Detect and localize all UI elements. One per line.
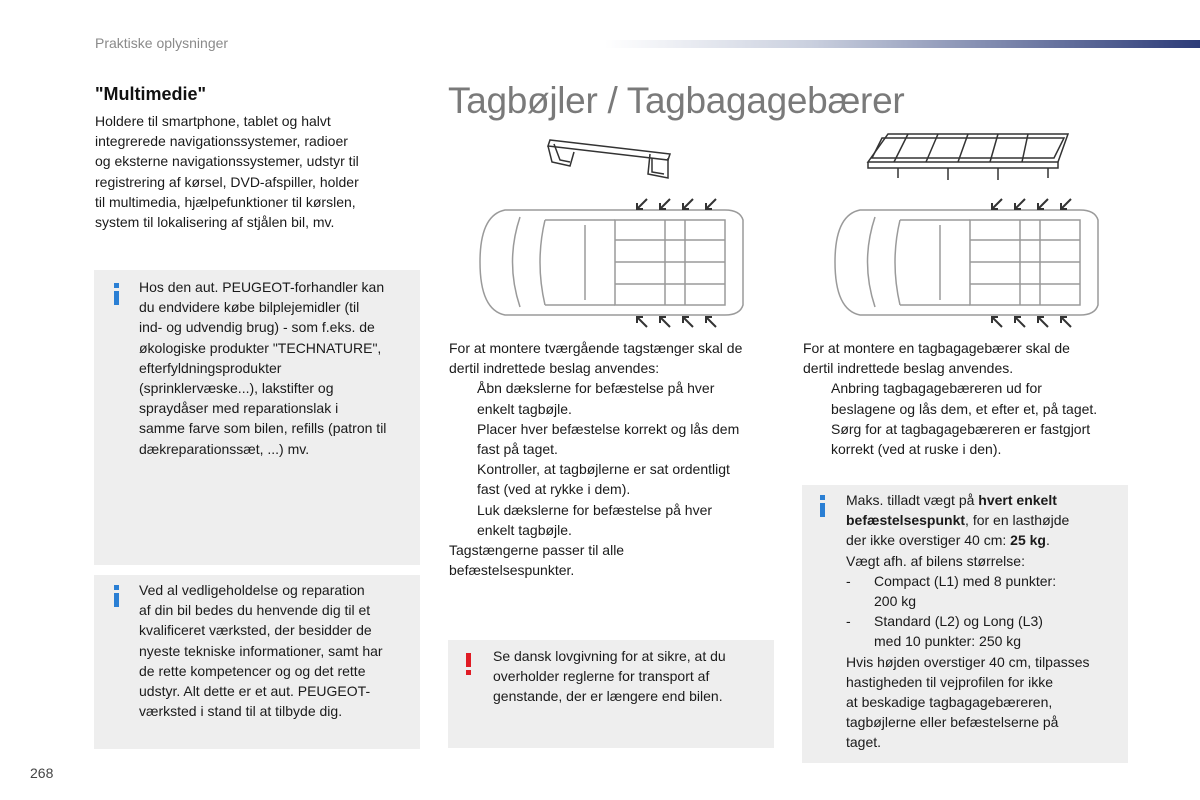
info-box-text — [139, 580, 419, 721]
van-top-view-roof-rack — [830, 195, 1130, 330]
info-box-maintenance — [94, 575, 420, 749]
text-line: efterfyldningsprodukter — [139, 359, 282, 376]
text-line: enkelt tagbøjle. — [477, 400, 572, 417]
text-line: Tagstængerne passer til alle — [449, 542, 625, 559]
text-line: ind- og udvendig brug) - som f.eks. de — [139, 319, 375, 336]
text-line: (sprinklervæske...), lakstifter og — [139, 380, 334, 397]
dash-marker: - — [846, 572, 851, 589]
list-item — [803, 419, 1143, 459]
text-line — [846, 510, 1126, 530]
text-line: Holdere til smartphone, tablet og halvt — [95, 113, 331, 129]
text-line: hastigheden til vejprofilen for ikke — [846, 673, 1054, 690]
text-line: enkelt tagbøjle. — [477, 521, 572, 538]
warning-box-text — [493, 646, 768, 707]
roof-rack-illustration — [858, 128, 1080, 190]
page-title: Tagbøjler / Tagbagagebærer — [448, 80, 905, 121]
text-line: til multimedia, hjælpefunktioner til kørslen, — [95, 193, 356, 210]
weight-list — [846, 571, 1126, 652]
roof-bars-steps — [449, 378, 779, 540]
roof-rack-steps — [803, 378, 1143, 459]
text-span: Maks. tilladt vægt på — [846, 492, 979, 508]
section-heading-multimedie: "Multimedie" — [95, 84, 207, 104]
text-bold: befæstelsespunkt — [846, 512, 966, 529]
text-line: For at montere en tagbagagebærer skal de — [803, 340, 1070, 356]
text-line: fast (ved at rykke i dem). — [477, 481, 631, 498]
list-item — [846, 571, 1126, 611]
text-line: at beskadige tagbagagebæreren, — [846, 694, 1053, 711]
list-item — [449, 378, 779, 418]
text-line: Vægt afh. af bilens størrelse: — [846, 552, 1025, 569]
text-line: dertil indrettede beslag anvendes: — [449, 360, 660, 377]
text-line — [846, 490, 1126, 510]
text-line: dertil indrettede beslag anvendes. — [803, 360, 1014, 377]
text-line: genstande, der er længere end bilen. — [493, 688, 723, 705]
text-line: du endvidere købe bilplejemidler (til — [139, 299, 360, 316]
text-line: Åbn dækslerne for befæstelse på hver — [477, 380, 715, 397]
list-item — [449, 459, 779, 499]
text-line: fast på taget. — [477, 441, 558, 458]
text-line: befæstelsespunkter. — [449, 562, 575, 579]
text-line: og eksterne navigationssystemer, udstyr til — [95, 153, 359, 170]
text-line: Anbring tagbagagebæreren ud for — [831, 380, 1042, 397]
text-line: taget. — [846, 734, 882, 751]
roof-bars-instructions — [449, 338, 779, 580]
text-line: system til lokalisering af stjålen bil, mv. — [95, 214, 335, 231]
multimedie-paragraph — [95, 111, 415, 232]
text-line: Compact (L1) med 8 punkter: — [874, 572, 1057, 589]
dash-marker: - — [846, 613, 851, 630]
header-decorative-bar — [605, 40, 1200, 48]
text-line: af din bil bedes du henvende dig til et — [139, 602, 371, 619]
warning-box-transport — [448, 640, 774, 748]
text-span: der ikke overstiger 40 cm: — [846, 532, 1011, 549]
text-span: . — [1045, 532, 1050, 549]
header-section-title: Praktiske oplysninger — [95, 35, 229, 51]
text-line: dækreparationssæt, ...) mv. — [139, 440, 310, 457]
text-line: de rette kompetencer og og det rette — [139, 662, 366, 679]
text-line: beslagene og lås dem, et efter et, på taget. — [831, 400, 1098, 417]
text-line: For at montere tværgående tagstænger skal de — [449, 340, 743, 356]
text-line: Sørg for at tagbagagebæreren er fastgjort — [831, 420, 1091, 437]
roof-bar-illustration — [540, 132, 680, 182]
text-line: integrerede navigationssystemer, radioer — [95, 133, 348, 150]
text-span: , for en lasthøjde — [965, 512, 1070, 529]
info-box-peugeot-products — [94, 270, 420, 565]
text-line: Hvis højden overstiger 40 cm, tilpasses — [846, 653, 1090, 670]
info-box-text — [846, 490, 1126, 753]
text-line: med 10 punkter: 250 kg — [874, 633, 1022, 650]
text-line: korrekt (ved at ruske i den). — [831, 441, 1002, 458]
text-line — [846, 530, 1126, 550]
list-item — [846, 611, 1126, 651]
text-line: Kontroller, at tagbøjlerne er sat ordentligt — [477, 461, 730, 478]
text-line: spraydåser med reparationslak i — [139, 400, 339, 417]
van-top-view-roof-bars — [475, 195, 775, 330]
text-line: registrering af kørsel, DVD-afspiller, holder — [95, 173, 359, 190]
text-line: værksted i stand til at tilbyde dig. — [139, 703, 343, 720]
text-line: Hos den aut. PEUGEOT-forhandler kan — [139, 279, 385, 295]
text-bold: hvert enkelt — [978, 492, 1057, 508]
list-item — [449, 500, 779, 540]
list-item — [803, 378, 1143, 418]
text-line: kvalificeret værksted, der besidder de — [139, 622, 372, 639]
text-line: Standard (L2) og Long (L3) — [874, 613, 1043, 630]
text-line: Luk dækslerne for befæstelse på hver — [477, 501, 713, 518]
text-line: økologiske produkter "TECHNATURE", — [139, 339, 382, 356]
roof-rack-instructions — [803, 338, 1143, 459]
text-line: 200 kg — [874, 593, 917, 610]
info-box-text — [139, 277, 419, 459]
text-line: samme farve som bilen, refills (patron til — [139, 420, 387, 437]
page-number: 268 — [30, 765, 54, 781]
text-line: Placer hver befæstelse korrekt og lås dem — [477, 420, 740, 437]
info-box-max-weight — [802, 485, 1128, 763]
text-line: overholder reglerne for transport af — [493, 668, 710, 685]
text-line: nyeste tekniske informationer, samt har — [139, 642, 383, 659]
list-item — [449, 419, 779, 459]
text-line: Se dansk lovgivning for at sikre, at du — [493, 648, 726, 664]
text-line: tagbøjlerne eller befæstelserne på — [846, 714, 1059, 731]
text-line: udstyr. Alt dette er et aut. PEUGEOT- — [139, 683, 371, 700]
text-line: Ved al vedligeholdelse og reparation — [139, 582, 365, 598]
text-bold: 25 kg — [1010, 532, 1046, 549]
